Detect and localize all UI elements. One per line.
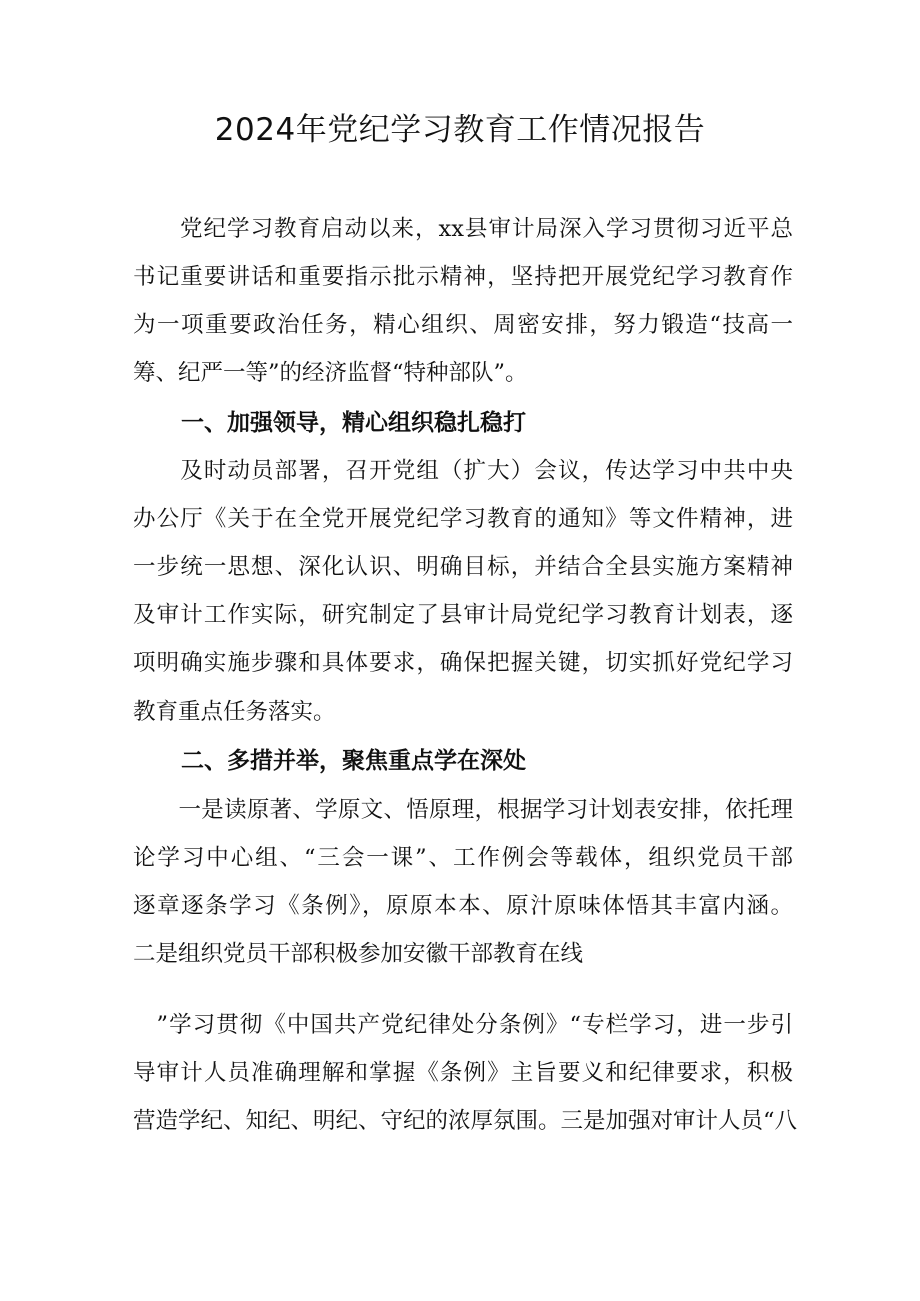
intro-line-4: 筹、纪严一等”的经济监督“特种部队”。 — [133, 360, 528, 386]
section-2-line-4: 二是组织党员干部积极参加安徽干部教育在线 — [133, 941, 584, 967]
section-2-continued-line-3: 营造学纪、知纪、明纪、守纪的浓厚氛围。三是加强对审计人员“八 — [133, 1108, 798, 1134]
section-2-line-3: 逐章逐条学习《条例》，原原本本、原汁原味体悟其丰富内涵。 — [133, 893, 793, 919]
intro-line-2: 书记重要讲话和重要指示批示精神，坚持把开展党纪学习教育作 — [133, 264, 793, 290]
intro-line-1: 党纪学习教育启动以来，xx县审计局深入学习贯彻习近平总 — [133, 216, 793, 242]
section-1-line-5: 项明确实施步骤和具体要求，确保把握关键，切实抓好党纪学习 — [133, 650, 793, 676]
section-1-line-1: 及时动员部署，召开党组（扩大）会议，传达学习中共中央 — [133, 458, 793, 484]
section-2-line-2: 论学习中心组、“三会一课”、工作例会等载体，组织党员干部 — [133, 845, 793, 871]
section-1-heading: 一、加强领导，精心组织稳扎稳打 — [181, 410, 526, 436]
section-2-continued-line-1: ”学习贯彻《中国共产党纪律处分条例》“专栏学习，进一步引 — [133, 1012, 793, 1038]
intro-line-3: 为一项重要政治任务，精心组织、周密安排，努力锻造“技高一 — [133, 312, 793, 338]
section-2-heading: 二、多措并举，聚焦重点学在深处 — [181, 748, 526, 774]
section-1-line-6: 教育重点任务落实。 — [133, 699, 336, 725]
section-1-line-3: 一步统一思想、深化认识、明确目标，并结合全县实施方案精神 — [133, 554, 793, 580]
section-1-line-2: 办公厅《关于在全党开展党纪学习教育的通知》等文件精神，进 — [133, 506, 793, 532]
section-1-line-4: 及审计工作实际，研究制定了县审计局党纪学习教育计划表，逐 — [133, 602, 793, 628]
section-2-continued-line-2: 导审计人员准确理解和掌握《条例》主旨要义和纪律要求，积极 — [133, 1060, 793, 1086]
section-2-line-1: 一是读原著、学原文、悟原理，根据学习计划表安排，依托理 — [133, 797, 793, 823]
document-title: 2024年党纪学习教育工作情况报告 — [214, 112, 706, 148]
